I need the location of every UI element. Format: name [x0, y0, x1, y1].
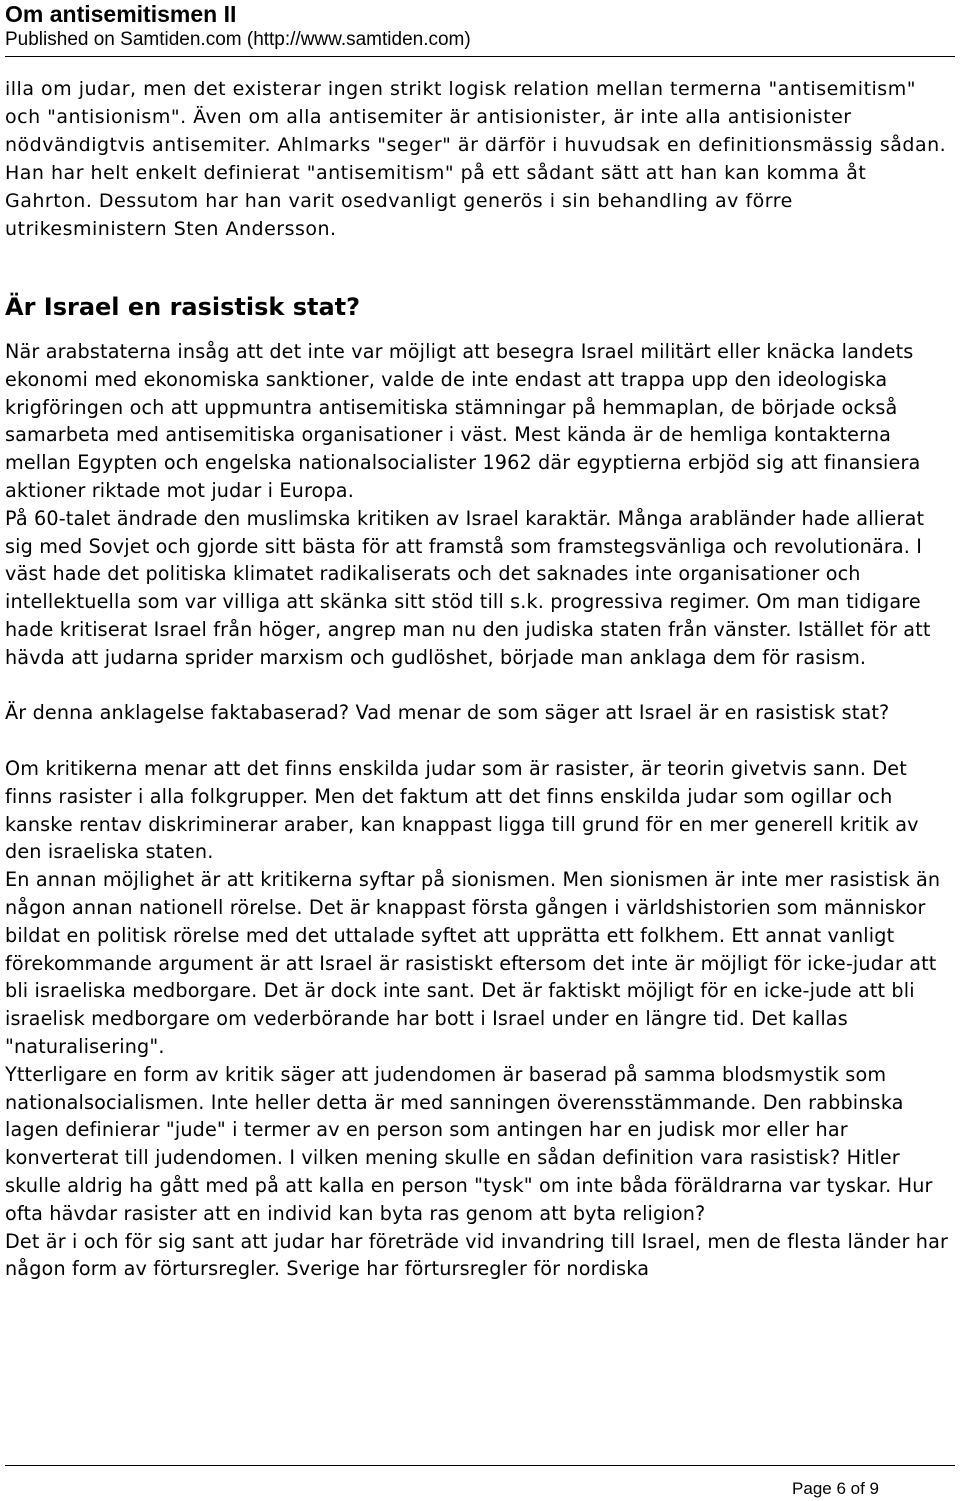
paragraph-1: När arabstaterna insåg att det inte var möjligt att besegra Israel militärt eller knäcka landets ekonomi med ekonomiska sanktioner, valde de inte endast att trappa upp den ideologiska krigföringen och att uppmuntra antisemitiska stämningar på hemmaplan, de började också samarbeta med antisemitiska organisationer i väst. Mest kända är de hemliga kontakterna mellan Egypten och engelska nationalsocialister 1962 där egyptierna erbjöd sig att finansiera aktioner riktade mot judar i Europa. [5, 340, 921, 502]
paragraph-3: Är denna anklagelse faktabaserad? Vad menar de som säger att Israel är en rasistisk stat? [5, 701, 890, 725]
paragraph-6: Ytterligare en form av kritik säger att judendomen är baserad på samma blodsmystik som nationalsocialismen. Inte heller detta är med sanningen överensstämmande. Den rabbinska lagen definierar "jude" i termer av en person som antingen har en judisk mor eller har konverterat till judendomen. I vilken mening skulle en sådan definition vara rasistisk? Hitler skulle aldrig ha gått med på att kalla en person "tysk" om inte båda föräldrarna var tyskar. Hur ofta hävdar rasister att en individ kan byta ras genom att byta religion? [5, 1062, 933, 1225]
page-header [5, 0, 955, 57]
paragraph-4: Om kritikerna menar att det finns enskilda judar som är rasister, är teorin givetvis sann. Det finns rasister i alla folkgrupper. Men det faktum att det finns enskilda judar som ogillar och kanske rentav diskriminerar araber, kan knappast ligga till grund för en mer generell kritik av den israeliska staten. [5, 756, 919, 864]
paragraph-2: På 60-talet ändrade den muslimska kritiken av Israel karaktär. Många arabländer hade allierat sig med Sovjet och gjorde sitt bästa för att framstå som framstegsvänliga och revolutionära. I väst hade det politiska klimatet radikaliserats och det saknades inte organisationer och intellektuella som var villiga att skänka sitt stöd till s.k. progressiva regimer. Om man tidigare hade kritiserat Israel från höger, angrep man nu den judiska staten från vänster. Istället för att hävda att judarna sprider marxism och gudlöshet, började man anklaga dem för rasism. [5, 506, 931, 669]
document-title: Om antisemitismen II [5, 1, 237, 27]
page-number: Page 6 of 9 [792, 1479, 879, 1498]
intro-paragraph: illa om judar, men det existerar ingen strikt logisk relation mellan termerna "antisemitism" och "antisionism". Även om alla antisemiter är antisionister, är inte alla antisionister nödvändigtvis antisemiter. Ahlmarks "seger" är därför i huvudsak en definitionsmässig sådan. Han har helt enkelt definierat "antisemitism" på ett sådant sätt att han kan komma åt Gahrton. Dessutom har han varit osedvanligt generös i sin behandling av förre utrikesministern Sten Andersson. [5, 78, 947, 240]
document-source: Published on Samtiden.com (http://www.samtiden.com) [5, 29, 471, 50]
page-footer [5, 1465, 955, 1498]
paragraph-7: Det är i och för sig sant att judar har företräde vid invandring till Israel, men de flesta länder har någon form av förtursregler. Sverige har förtursregler för nordiska [5, 1229, 949, 1281]
section-heading: Är Israel en rasistisk stat? [5, 293, 361, 321]
article-body [5, 75, 957, 1283]
paragraph-5: En annan möjlighet är att kritikerna syftar på sionismen. Men sionismen är inte mer rasistisk än någon annan nationell rörelse. Det är knappast första gången i världshistorien som människor bildat en politisk rörelse med det uttalade syftet att upprätta ett folkhem. Ett annat vanligt förekommande argument är att Israel är rasistiskt eftersom det inte är möjligt för icke-judar att bli israeliska medborgare. Det är dock inte sant. Det är faktiskt möjligt för en icke-jude att bli israelisk medborgare om vederbörande har bott i Israel under en längre tid. Det kallas "naturalisering". [5, 868, 941, 1058]
